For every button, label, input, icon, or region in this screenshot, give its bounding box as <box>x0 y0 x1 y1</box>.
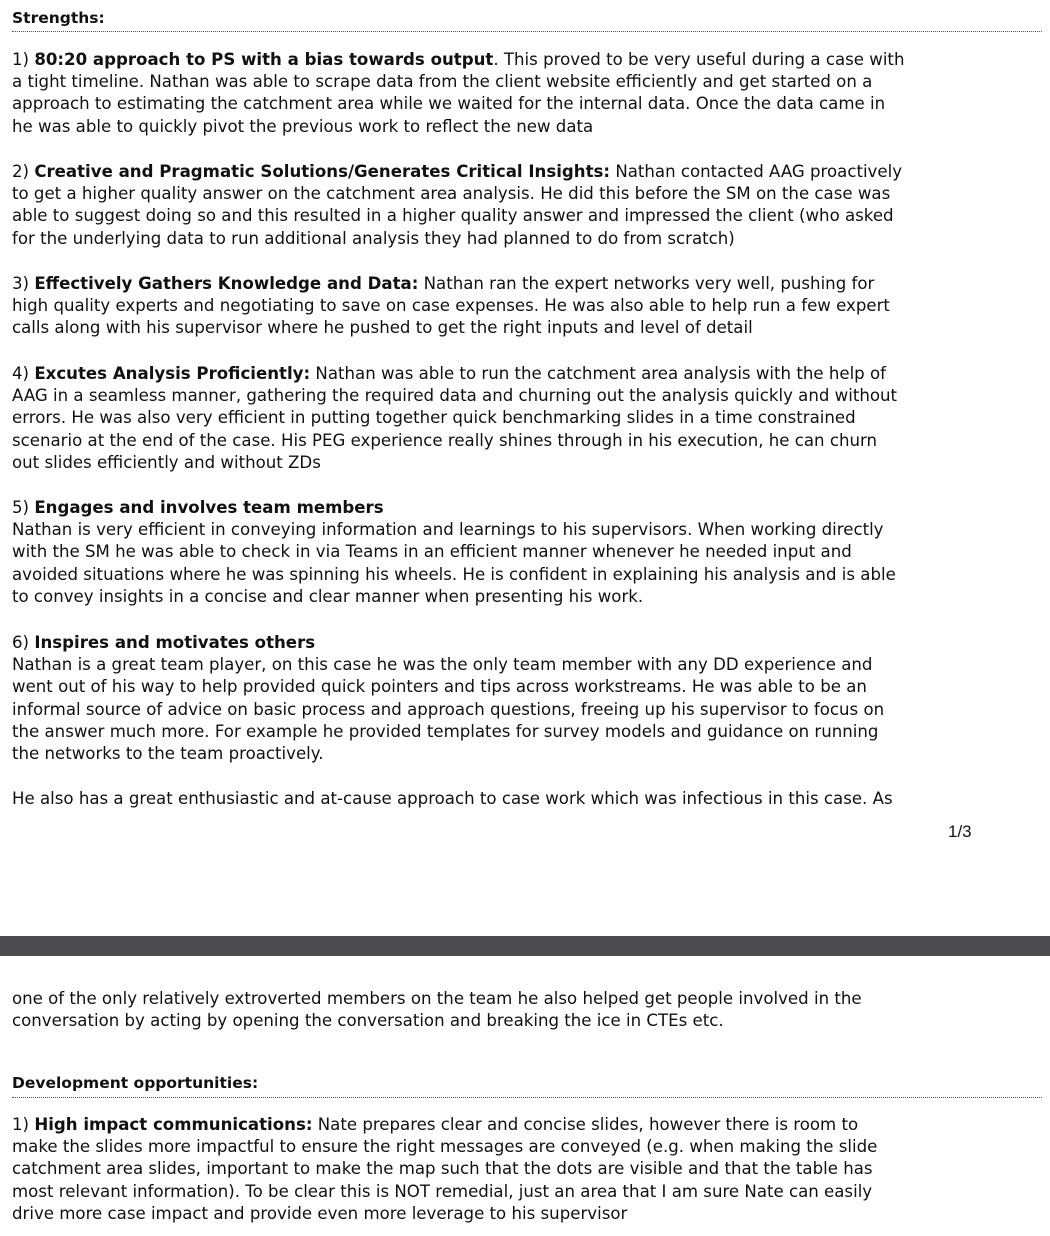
development-1-line-2: make the slides more impactful to ensure the right messages are conveyed (e.g. when making the slide <box>12 1137 878 1157</box>
strength-1-line-2: a tight timeline. Nathan was able to scrape data from the client website efficiently and get started on a <box>12 72 873 92</box>
development-heading: Development opportunities: <box>12 1074 259 1092</box>
strength-5-title: Engages and involves team members <box>34 498 384 517</box>
strength-5-line-1: 5) Engages and involves team members <box>12 498 384 517</box>
strength-item-2 <box>12 161 1042 250</box>
strength-3-line-3: calls along with his supervisor where he pushed to get the right inputs and level of detail <box>12 318 753 338</box>
strength-4-line-5: out slides efficiently and without ZDs <box>12 452 321 472</box>
strength-6-line-6: the networks to the team proactively. <box>12 744 324 764</box>
development-divider <box>12 1097 1042 1098</box>
strength-6-line-4: informal source of advice on basic process and approach questions, freeing up his supervisor to focus on <box>12 699 885 719</box>
strength-5-line-3: with the SM he was able to check in via Teams in an efficient manner whenever he needed input and <box>12 542 852 562</box>
strengths-heading: Strengths: <box>12 9 105 27</box>
strength-3-line-2: high quality experts and negotiating to save on case expenses. He was also able to help run a few expert <box>12 296 890 316</box>
strength-1-line-4: he was able to quickly pivot the previous work to reflect the new data <box>12 116 594 136</box>
development-1-line-1: 1) High impact communications: Nate prepares clear and concise slides, however there is room to <box>12 1115 859 1134</box>
strength-6-line-5: the answer much more. For example he provided templates for survey models and guidance on running <box>12 721 879 741</box>
strength-item-6 <box>12 632 1042 765</box>
strength-3-title: Effectively Gathers Knowledge and Data: <box>34 274 419 293</box>
continuation-line-1: one of the only relatively extroverted members on the team he also helped get people involved in the <box>12 989 862 1008</box>
strength-2-line-1: 2) Creative and Pragmatic Solutions/Generates Critical Insights: Nathan contacted AAG proactively <box>12 162 903 181</box>
strength-6-line-3: went out of his way to help provided quick pointers and tips across workstreams. He was able to be an <box>12 677 867 697</box>
strength-1-line-3: approach to estimating the catchment area while we waited for the internal data. Once the data came in <box>12 94 886 114</box>
strength-5-line-2: Nathan is very efficient in conveying information and learnings to his supervisors. When working directly <box>12 520 884 540</box>
page-number: 1/3 <box>948 822 972 841</box>
strength-6-title: Inspires and motivates others <box>34 633 316 652</box>
strength-4-line-3: errors. He was also very efficient in putting together quick benchmarking slides in a time constrained <box>12 408 856 428</box>
strength-item-4 <box>12 363 1042 474</box>
development-item-1 <box>12 1114 1042 1225</box>
strength-2-line-2: to get a higher quality answer on the catchment area analysis. He did this before the SM on the case was <box>12 184 891 204</box>
strengths-divider <box>12 31 1042 32</box>
strength-item-3 <box>12 273 1042 340</box>
strength-4-line-4: scenario at the end of the case. His PEG experience really shines through in his execution, he can churn <box>12 430 878 450</box>
strength-6-line-2: Nathan is a great team player, on this case he was the only team member with any DD experience and <box>12 655 873 675</box>
continuation-paragraph <box>12 988 1042 1032</box>
strength-6-line-1: 6) Inspires and motivates others <box>12 633 316 652</box>
strength-item-1 <box>12 49 1042 138</box>
continuation-line-2: conversation by acting by opening the conversation and breaking the ice in CTEs etc. <box>12 1011 724 1031</box>
development-1-line-5: drive more case impact and provide even more leverage to his supervisor <box>12 1203 628 1223</box>
strength-1-title: 80:20 approach to PS with a bias towards output <box>34 50 494 69</box>
strength-2-line-4: for the underlying data to run additional analysis they had planned to do from scratch) <box>12 228 735 248</box>
strength-2-line-3: able to suggest doing so and this resulted in a higher quality answer and impressed the client (who asked <box>12 206 894 226</box>
document-page-2 <box>0 956 1050 1236</box>
strength-3-line-1: 3) Effectively Gathers Knowledge and Data: Nathan ran the expert networks very well, pushing for <box>12 274 875 293</box>
strength-4-line-2: AAG in a seamless manner, gathering the required data and churning out the analysis quickly and without <box>12 386 898 406</box>
development-1-line-3: catchment area slides, important to make the map such that the dots are visible and that the table has <box>12 1159 873 1179</box>
closing-line: He also has a great enthusiastic and at-cause approach to case work which was infectious in this case. As <box>12 789 893 808</box>
strength-1-line-1: 1) 80:20 approach to PS with a bias towards output. This proved to be very useful during a case with <box>12 50 905 69</box>
strength-item-5 <box>12 497 1042 608</box>
strength-2-title: Creative and Pragmatic Solutions/Generates Critical Insights: <box>34 162 611 181</box>
strength-5-line-4: avoided situations where he was spinning his wheels. He is confident in explaining his analysis and is able <box>12 564 896 584</box>
development-1-line-4: most relevant information). To be clear this is NOT remedial, just an area that I am sure Nate can easily <box>12 1181 873 1201</box>
development-1-title: High impact communications: <box>34 1115 313 1134</box>
strength-5-line-5: to convey insights in a concise and clear manner when presenting his work. <box>12 586 644 606</box>
strength-4-line-1: 4) Excutes Analysis Proficiently: Nathan was able to run the catchment area analysis with the help of <box>12 364 886 383</box>
page-separator <box>0 936 1050 956</box>
strength-4-title: Excutes Analysis Proficiently: <box>34 364 311 383</box>
